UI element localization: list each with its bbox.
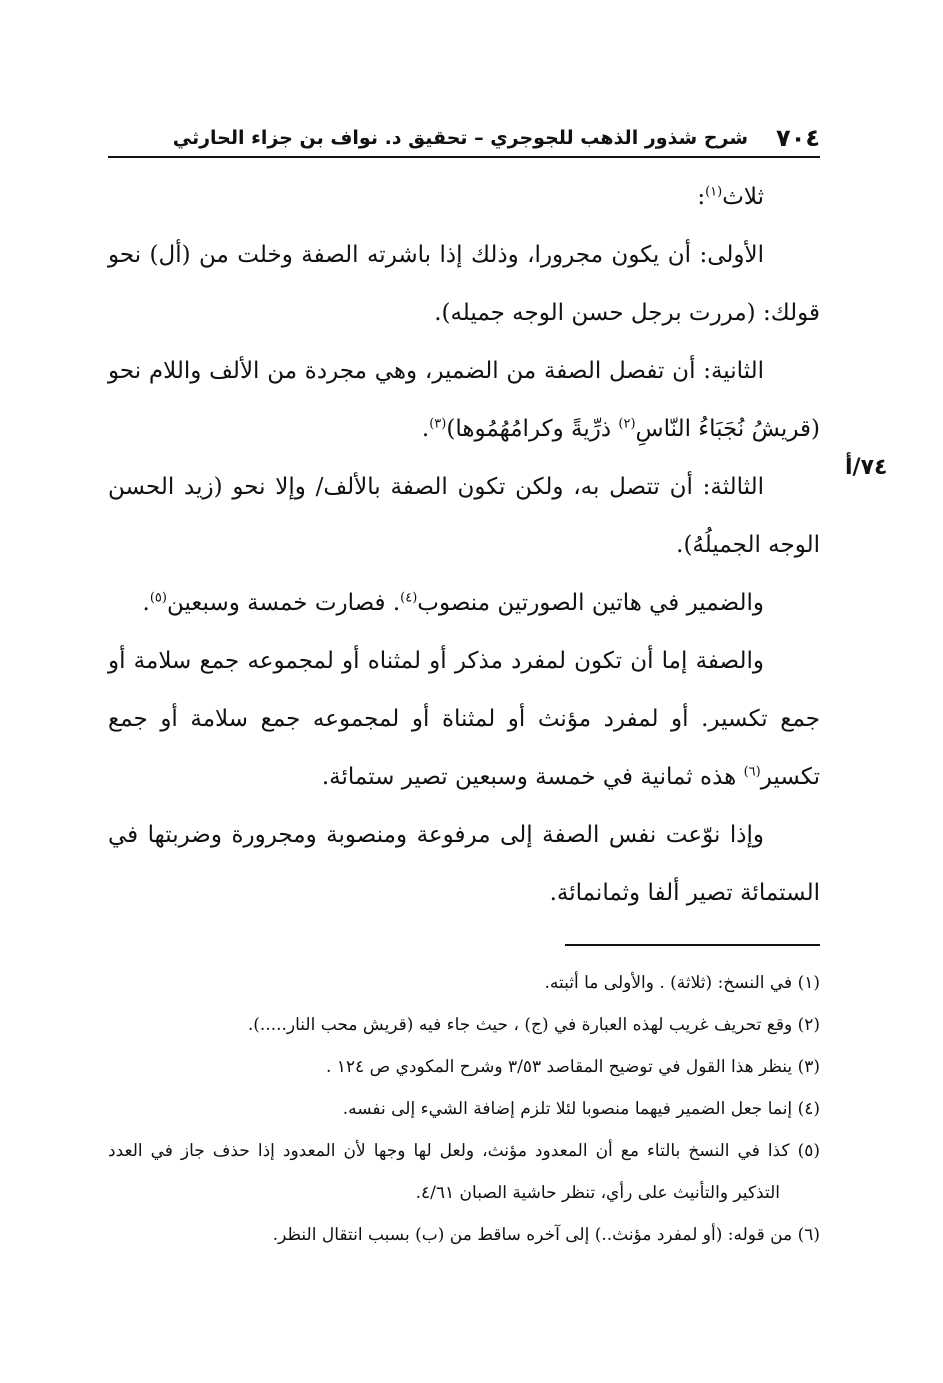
paragraph-text: الثانية: أن تفصل الصفة من الضمير، وهي مجردة من الألف واللام نحو (قريشُ نُجَبَاءُ النّاسِ [108, 358, 820, 442]
footnote-number: (٦) [797, 1225, 820, 1245]
footnote-text: ينظر هذا القول في توضيح المقاصد ٣/٥٣ وشرح المكودي ص ١٢٤ . [325, 1057, 793, 1077]
paragraph-punct: : [697, 184, 706, 210]
footnote-number: (٢) [797, 1015, 820, 1035]
footnote-5 [108, 1130, 820, 1214]
page-number: ٧٠٤ [776, 124, 820, 152]
paragraph-third-case: الثالثة: أن تتصل به، ولكن تكون الصفة بالألف/ وإلا نحو (زيد الحسن الوجه الجميلُهُ). [108, 474, 820, 558]
paragraph-punct: . [421, 416, 430, 442]
paragraph-first-case: الأولى: أن يكون مجرورا، وذلك إذا باشرته الصفة وخلت من (أل) نحو قولك: (مررت برجل حسن الوجه جميله). [108, 242, 820, 326]
footnote-text: كذا في النسخ بالتاء مع أن المعدود مؤنث، ولعل لها وجها لأن المعدود إذا حذف جاز في العدد التذكير والتأنيث على رأي، تنظر حاشية الصبان ٤/٦١. [108, 1141, 790, 1203]
manuscript-folio-marker: ٧٤/أ [845, 455, 888, 480]
footnote-number: (٣) [797, 1057, 820, 1077]
paragraph-punct: . [142, 590, 150, 616]
main-text [108, 168, 820, 922]
running-title: شرح شذور الذهب للجوجري – تحقيق د. نواف بن جزاء الحارثي [172, 127, 749, 149]
paragraph-text: ذرِّيةً وكرامُهُمُوها) [446, 416, 619, 442]
page-header [108, 120, 820, 158]
footnote-separator [565, 944, 820, 946]
footnotes [108, 962, 820, 1256]
paragraph-adjective [108, 632, 820, 806]
footnote-1 [108, 962, 820, 1004]
footnote-number: (٥) [797, 1141, 820, 1161]
paragraph-total: وإذا نوّعت نفس الصفة إلى مرفوعة ومنصوبة ومجرورة وضربتها في الستمائة تصير ألفا وثمانمائة. [108, 822, 820, 906]
footnote-text: من قوله: (أو لمفرد مؤنث..) إلى آخره ساقط من (ب) بسبب انتقال النظر. [272, 1225, 793, 1245]
paragraph-pronoun [108, 574, 820, 632]
footnote-ref-5[interactable]: (٥) [149, 590, 167, 606]
footnote-text: وقع تحريف غريب لهذه العبارة في (ج) ، حيث جاء فيه (قريش محب النار.....). [247, 1015, 793, 1035]
footnote-text: إنما جعل الضمير فيهما منصوبا لئلا تلزم إضافة الشيء إلى نفسه. [342, 1099, 793, 1119]
paragraph-text: هذه ثمانية في خمسة وسبعين تصير ستمائة. [321, 764, 744, 790]
footnote-ref-3[interactable]: (٣) [429, 416, 447, 432]
footnote-2 [108, 1004, 820, 1046]
footnote-3 [108, 1046, 820, 1088]
footnote-number: (١) [797, 973, 820, 993]
paragraph-second-case [108, 342, 820, 458]
paragraph-text: ثلاث [722, 184, 764, 210]
footnote-ref-6[interactable]: (٦) [743, 764, 761, 780]
footnote-ref-4[interactable]: (٤) [400, 590, 418, 606]
footnote-4 [108, 1088, 820, 1130]
paragraph-text: والضمير في هاتين الصورتين منصوب [417, 590, 764, 616]
footnote-ref-2[interactable]: (٢) [618, 416, 636, 432]
footnote-number: (٤) [797, 1099, 820, 1119]
paragraph-text: . فصارت خمسة وسبعين [166, 590, 401, 616]
footnote-text: في النسخ: (ثلاثة) . والأولى ما أثبته. [544, 973, 793, 993]
footnote-ref-1[interactable]: (١) [705, 184, 723, 200]
paragraph-text: والصفة إما أن تكون لمفرد مذكر أو لمثناه أو لمجموعه جمع سلامة أو جمع تكسير. أو لمفرد مؤنث أو لمثناة أو لمجموعه جمع سلامة أو جمع تكسير [108, 648, 820, 790]
footnote-6 [108, 1214, 820, 1256]
paragraph-intro [108, 168, 820, 226]
